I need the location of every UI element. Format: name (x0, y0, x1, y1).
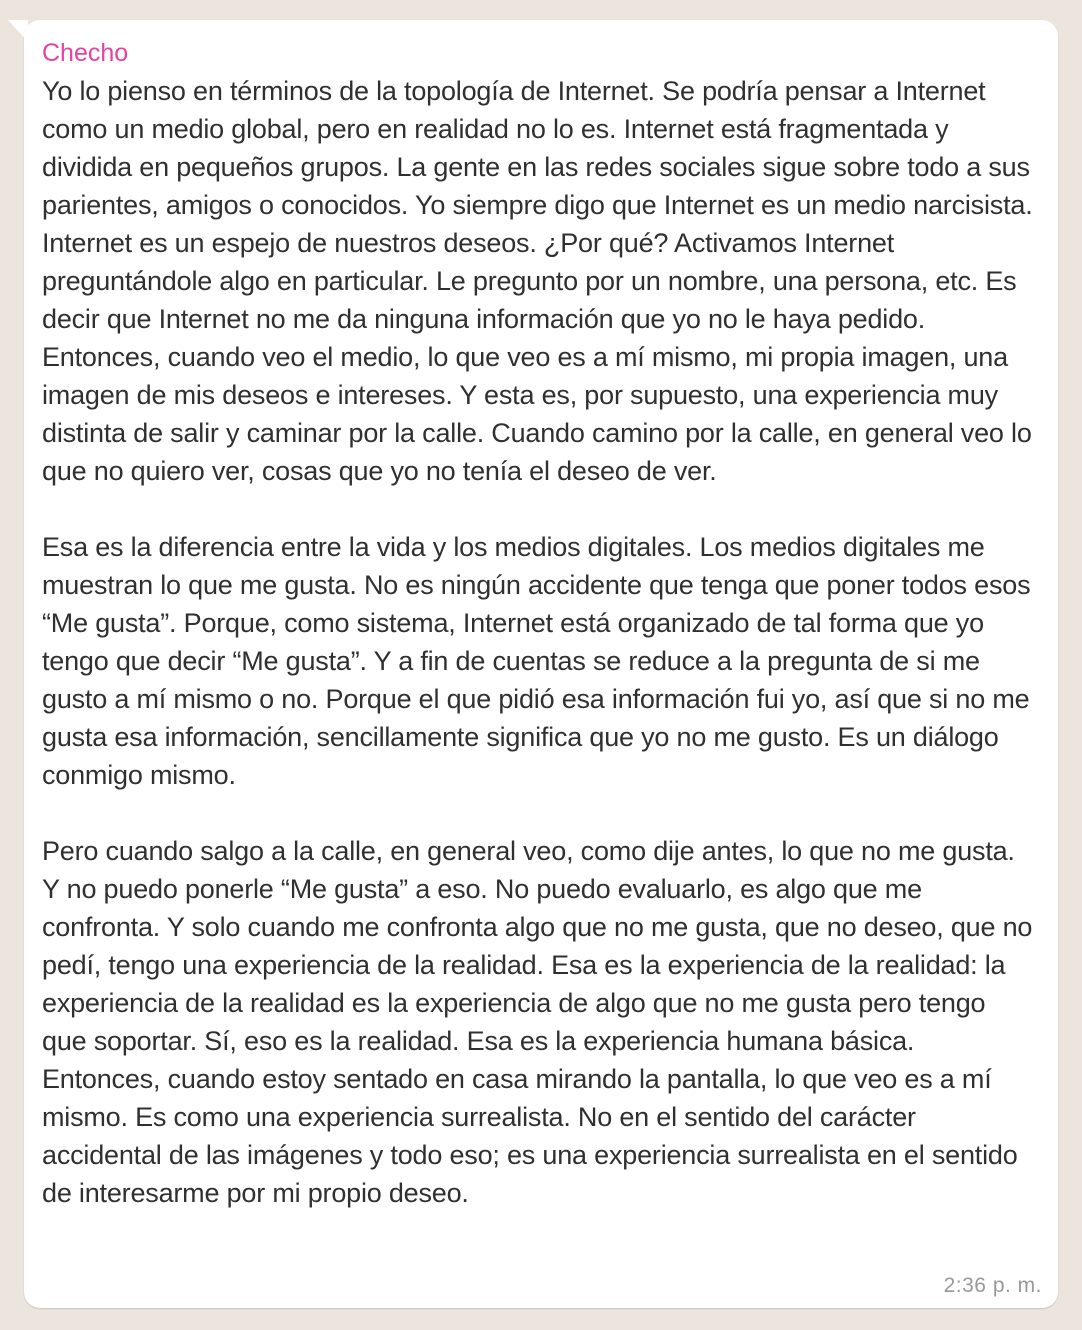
message-timestamp: 2:36 p. m. (943, 1274, 1042, 1297)
sender-name[interactable]: Checho (42, 39, 129, 67)
message-paragraph-2: Esa es la diferencia entre la vida y los medios digitales. Los medios digitales me muestran lo que me gusta. No es ningún accidente que tenga que poner todos esos “Me gusta”. Porque, como sistema, Internet está organizado de tal forma que yo tengo que decir “Me gusta”. Y a fin de cuentas se reduce a la pregunta de si me gusto a mí mismo o no. Porque el que pidió esa información fui yo, así que si no me gusta esa información, sencillamente significa que yo no me gusto. Es un diálogo conmigo mismo. (42, 532, 1031, 790)
message-bubble[interactable] (24, 20, 1058, 1308)
message-text (42, 72, 1034, 1212)
message-paragraph-1: Yo lo pienso en términos de la topología de Internet. Se podría pensar a Internet como un medio global, pero en realidad no lo es. Internet está fragmentada y dividida en pequeños grupos. La gente en las redes sociales sigue sobre todo a sus parientes, amigos o conocidos. Yo siempre digo que Internet es un medio narcisista. Internet es un espejo de nuestros deseos. ¿Por qué? Activamos Internet preguntándole algo en particular. Le pregunto por un nombre, una persona, etc. Es decir que Internet no me da ninguna información que yo no le haya pedido. Entonces, cuando veo el medio, lo que veo es a mí mismo, mi propia imagen, una imagen de mis deseos e intereses. Y esta es, por supuesto, una experiencia muy distinta de salir y caminar por la calle. Cuando camino por la calle, en general veo lo que no quiero ver, cosas que yo no tenía el deseo de ver. (42, 76, 1033, 486)
message-paragraph-3: Pero cuando salgo a la calle, en general veo, como dije antes, lo que no me gusta. Y no puedo ponerle “Me gusta” a eso. No puedo evaluarlo, es algo que me confronta. Y solo cuando me confronta algo que no me gusta, que no deseo, que no pedí, tengo una experiencia de la realidad. Esa es la experiencia de la realidad: la experiencia de la realidad es la experiencia de algo que no me gusta pero tengo que soportar. Sí, eso es la realidad. Esa es la experiencia humana básica. Entonces, cuando estoy sentado en casa mirando la pantalla, lo que veo es a mí mismo. Es como una experiencia surrealista. No en el sentido del carácter accidental de las imágenes y todo eso; es una experiencia surrealista en el sentido de interesarme por mi propio deseo. (42, 836, 1033, 1208)
